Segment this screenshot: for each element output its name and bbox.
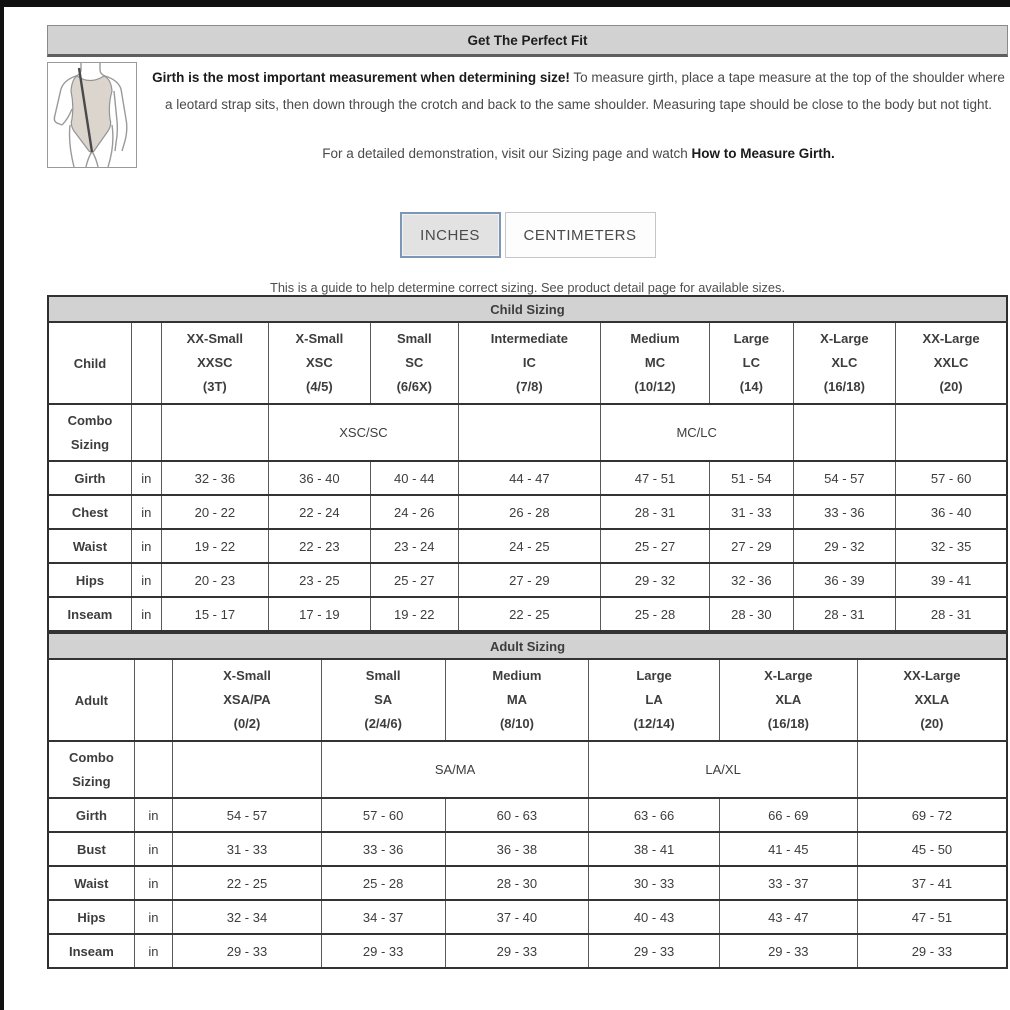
size-code: LC [742, 355, 761, 370]
measurement-value-cell: 32 - 36 [710, 563, 793, 597]
size-name: X-Small [295, 331, 344, 346]
demo-text: For a detailed demonstration, visit our Sizing page and watch [322, 146, 692, 161]
combo-sizing-cell: SA/MA [321, 741, 589, 798]
size-column-header [370, 322, 458, 404]
measurement-value-cell: 60 - 63 [445, 798, 589, 832]
size-code: XSA/PA [223, 692, 271, 707]
size-column-header [793, 322, 896, 404]
size-name: Medium [492, 668, 542, 683]
unit-toggle [47, 212, 1008, 258]
measurement-value-cell: 47 - 51 [857, 900, 1007, 934]
leotard-figure-icon [48, 63, 136, 167]
size-column-header [589, 659, 719, 741]
measurement-value-cell: 22 - 25 [173, 866, 322, 900]
unit-cell: in [134, 832, 172, 866]
unit-header-cell [134, 659, 172, 741]
size-range: (4/5) [306, 379, 333, 394]
size-code: IC [522, 355, 536, 370]
intro-section [47, 62, 1008, 168]
measurement-row [48, 798, 1007, 832]
table-title: Child Sizing [48, 296, 1007, 322]
measurement-row [48, 900, 1007, 934]
page-title [47, 25, 1008, 57]
combo-sizing-cell [173, 741, 322, 798]
size-code: XXSC [197, 355, 233, 370]
measurement-value-cell: 33 - 36 [793, 495, 896, 529]
unit-cell: in [134, 900, 172, 934]
unit-cell: in [131, 597, 161, 631]
size-name: XX-Large [903, 668, 961, 683]
size-range: (3T) [202, 379, 227, 394]
measurement-value-cell: 28 - 31 [793, 597, 896, 631]
page-edge-top [0, 0, 1010, 7]
girth-instructions [149, 64, 1008, 118]
size-name: Medium [630, 331, 680, 346]
centimeters-button[interactable]: CENTIMETERS [505, 212, 656, 258]
measurement-value-cell: 29 - 32 [793, 529, 896, 563]
measurement-label: Inseam [48, 934, 134, 968]
size-column-header [269, 322, 371, 404]
measurement-value-cell: 28 - 31 [896, 597, 1007, 631]
measurement-label: Waist [48, 866, 134, 900]
page-title-text: Get The Perfect Fit [467, 32, 588, 48]
size-column-header [896, 322, 1007, 404]
measurement-value-cell: 32 - 35 [896, 529, 1007, 563]
measurement-value-cell: 28 - 30 [445, 866, 589, 900]
size-column-header [321, 659, 445, 741]
unit-cell: in [134, 934, 172, 968]
combo-sizing-cell [161, 404, 268, 461]
unit-combo-cell [134, 741, 172, 798]
combo-sizing-cell: MC/LC [600, 404, 793, 461]
size-name: X-Small [223, 668, 271, 683]
measurement-label: Chest [48, 495, 131, 529]
measurement-value-cell: 24 - 25 [458, 529, 600, 563]
size-range: (20) [920, 716, 944, 731]
measurement-row [48, 934, 1007, 968]
leotard-girth-illustration [47, 62, 137, 168]
measurement-value-cell: 15 - 17 [161, 597, 268, 631]
measurement-label: Hips [48, 900, 134, 934]
measurement-value-cell: 28 - 31 [600, 495, 709, 529]
size-range: (16/18) [823, 379, 865, 394]
measurement-value-cell: 20 - 23 [161, 563, 268, 597]
measurement-value-cell: 54 - 57 [173, 798, 322, 832]
measurement-value-cell: 23 - 24 [370, 529, 458, 563]
girth-instructions-bold: Girth is the most important measurement when determining size! [152, 70, 570, 85]
table-title: Adult Sizing [48, 633, 1007, 659]
size-range: (7/8) [516, 379, 543, 394]
size-name: Large [733, 331, 770, 346]
size-name: X-Large [764, 668, 813, 683]
measurement-value-cell: 29 - 32 [600, 563, 709, 597]
measurement-value-cell: 36 - 39 [793, 563, 896, 597]
page-edge-left [0, 0, 4, 1010]
measurement-value-cell: 28 - 30 [710, 597, 793, 631]
measurement-row [48, 461, 1007, 495]
size-range: (16/18) [767, 716, 809, 731]
size-name: X-Large [820, 331, 869, 346]
measurement-value-cell: 51 - 54 [710, 461, 793, 495]
combo-sizing-cell [458, 404, 600, 461]
size-code: LA [645, 692, 663, 707]
combo-sizing-cell: LA/XL [589, 741, 858, 798]
size-column-header [857, 659, 1007, 741]
measurement-value-cell: 25 - 28 [321, 866, 445, 900]
inches-button[interactable]: INCHES [400, 212, 501, 258]
measurement-value-cell: 33 - 37 [719, 866, 857, 900]
measurement-value-cell: 36 - 40 [269, 461, 371, 495]
demo-text-bold: How to Measure Girth. [691, 146, 835, 161]
measurement-value-cell: 39 - 41 [896, 563, 1007, 597]
measurement-row [48, 495, 1007, 529]
measurement-value-cell: 20 - 22 [161, 495, 268, 529]
unit-cell: in [131, 461, 161, 495]
measurement-value-cell: 29 - 33 [857, 934, 1007, 968]
size-code: MA [506, 692, 528, 707]
size-range: (6/6X) [396, 379, 432, 394]
measurement-label: Girth [48, 798, 134, 832]
measurement-value-cell: 30 - 33 [589, 866, 719, 900]
size-column-header [710, 322, 793, 404]
measurement-value-cell: 31 - 33 [173, 832, 322, 866]
measurement-value-cell: 66 - 69 [719, 798, 857, 832]
measurement-row [48, 597, 1007, 631]
group-label: Adult [48, 659, 134, 741]
size-column-header [719, 659, 857, 741]
size-code: MC [644, 355, 666, 370]
measurement-value-cell: 29 - 33 [173, 934, 322, 968]
size-code: XLA [775, 692, 802, 707]
measurement-label: Inseam [48, 597, 131, 631]
size-name: XX-Small [186, 331, 244, 346]
measurement-value-cell: 40 - 43 [589, 900, 719, 934]
unit-combo-cell [131, 404, 161, 461]
measurement-value-cell: 25 - 28 [600, 597, 709, 631]
measurement-label: Hips [48, 563, 131, 597]
measurement-value-cell: 19 - 22 [370, 597, 458, 631]
measurement-value-cell: 63 - 66 [589, 798, 719, 832]
size-column-header [445, 659, 589, 741]
sizing-guide-note: This is a guide to help determine correct sizing. See product detail page for available sizes. [270, 280, 785, 295]
size-range: (2/4/6) [364, 716, 402, 731]
unit-cell: in [134, 866, 172, 900]
child-sizing-table [47, 295, 1008, 632]
size-column-header [173, 659, 322, 741]
size-guide-page [47, 25, 1008, 969]
measurement-value-cell: 24 - 26 [370, 495, 458, 529]
size-name: Small [365, 668, 401, 683]
measurement-value-cell: 41 - 45 [719, 832, 857, 866]
size-code: XXLC [933, 355, 969, 370]
measurement-value-cell: 57 - 60 [321, 798, 445, 832]
measurement-value-cell: 36 - 40 [896, 495, 1007, 529]
size-code: XLC [831, 355, 858, 370]
measurement-label: Girth [48, 461, 131, 495]
intro-text [137, 62, 1008, 168]
measurement-value-cell: 19 - 22 [161, 529, 268, 563]
size-name: Intermediate [490, 331, 569, 346]
demo-instructions [149, 140, 1008, 167]
measurement-value-cell: 32 - 36 [161, 461, 268, 495]
size-column-header [600, 322, 709, 404]
measurement-row [48, 563, 1007, 597]
unit-cell: in [131, 529, 161, 563]
measurement-value-cell: 40 - 44 [370, 461, 458, 495]
measurement-value-cell: 38 - 41 [589, 832, 719, 866]
measurement-value-cell: 43 - 47 [719, 900, 857, 934]
measurement-row [48, 832, 1007, 866]
size-range: (10/12) [634, 379, 676, 394]
size-range: (8/10) [499, 716, 534, 731]
size-range: (20) [939, 379, 963, 394]
measurement-value-cell: 54 - 57 [793, 461, 896, 495]
combo-sizing-cell [793, 404, 896, 461]
measurement-row [48, 866, 1007, 900]
size-range: (12/14) [633, 716, 675, 731]
measurement-value-cell: 36 - 38 [445, 832, 589, 866]
measurement-row [48, 529, 1007, 563]
measurement-label: Waist [48, 529, 131, 563]
unit-header-cell [131, 322, 161, 404]
measurement-value-cell: 22 - 25 [458, 597, 600, 631]
measurement-value-cell: 37 - 41 [857, 866, 1007, 900]
measurement-value-cell: 69 - 72 [857, 798, 1007, 832]
combo-sizing-cell: XSC/SC [269, 404, 459, 461]
unit-cell: in [134, 798, 172, 832]
size-column-header [458, 322, 600, 404]
size-range: (14) [739, 379, 763, 394]
measurement-value-cell: 17 - 19 [269, 597, 371, 631]
measurement-value-cell: 23 - 25 [269, 563, 371, 597]
measurement-value-cell: 37 - 40 [445, 900, 589, 934]
combo-sizing-label: Combo Sizing [48, 404, 131, 461]
size-code: XXLA [914, 692, 950, 707]
measurement-value-cell: 29 - 33 [719, 934, 857, 968]
measurement-value-cell: 22 - 23 [269, 529, 371, 563]
adult-sizing-table [47, 632, 1008, 969]
girth-instructions-rest: To measure girth, place a tape measure at the top of the shoulder where a leotard strap sits, then down through the crotch and back to the same shoulder. Measuring tape should be close to the body but not tight. [164, 70, 1005, 112]
size-code: XSC [306, 355, 333, 370]
unit-cell: in [131, 563, 161, 597]
measurement-value-cell: 45 - 50 [857, 832, 1007, 866]
measurement-value-cell: 57 - 60 [896, 461, 1007, 495]
measurement-value-cell: 26 - 28 [458, 495, 600, 529]
measurement-value-cell: 25 - 27 [370, 563, 458, 597]
measurement-value-cell: 29 - 33 [321, 934, 445, 968]
measurement-value-cell: 22 - 24 [269, 495, 371, 529]
size-code: SA [374, 692, 393, 707]
size-range: (0/2) [233, 716, 261, 731]
size-name: Large [636, 668, 672, 683]
size-name: XX-Large [922, 331, 980, 346]
measurement-value-cell: 29 - 33 [589, 934, 719, 968]
measurement-value-cell: 25 - 27 [600, 529, 709, 563]
combo-sizing-cell [857, 741, 1007, 798]
size-column-header [161, 322, 268, 404]
combo-sizing-cell [896, 404, 1007, 461]
measurement-value-cell: 34 - 37 [321, 900, 445, 934]
combo-sizing-label: Combo Sizing [48, 741, 134, 798]
size-code: SC [405, 355, 424, 370]
measurement-value-cell: 33 - 36 [321, 832, 445, 866]
measurement-value-cell: 27 - 29 [710, 529, 793, 563]
measurement-value-cell: 31 - 33 [710, 495, 793, 529]
measurement-value-cell: 44 - 47 [458, 461, 600, 495]
measurement-label: Bust [48, 832, 134, 866]
measurement-value-cell: 29 - 33 [445, 934, 589, 968]
measurement-value-cell: 47 - 51 [600, 461, 709, 495]
group-label: Child [48, 322, 131, 404]
measurement-value-cell: 27 - 29 [458, 563, 600, 597]
unit-cell: in [131, 495, 161, 529]
measurement-value-cell: 32 - 34 [173, 900, 322, 934]
size-name: Small [396, 331, 432, 346]
